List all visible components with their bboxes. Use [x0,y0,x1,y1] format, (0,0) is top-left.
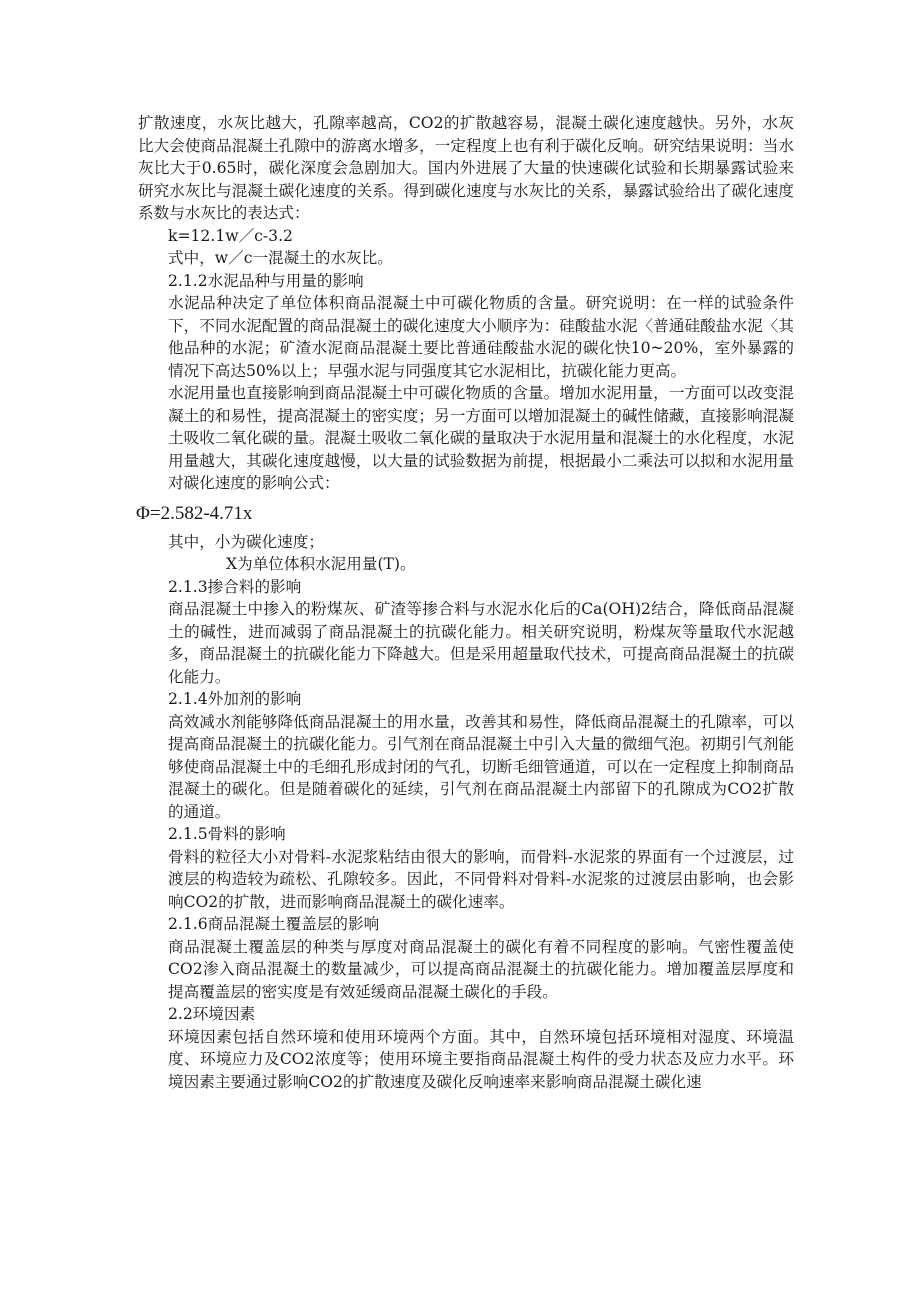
paragraph-cement-type: 水泥品种决定了单位体积商品混凝土中可碳化物质的含量。研究说明：在一样的试验条件下，不同水泥配置的商品混凝土的碳化速度大小顺序为：硅酸盐水泥〈普通硅酸盐水泥〈其他品种的水泥；矿渣水泥商品混凝土要比普通硅酸盐水泥的碳化快10~20%，室外暴露的情况下高达50%以上；早强水泥与同强度其它水泥相比，抗碳化能力更高。 [168,294,794,380]
section-heading-2-1-4: 2.1.4外加剂的影响 [168,690,302,708]
equation-note: 式中，w／c一混凝土的水灰比。 [168,249,393,267]
paragraph-environment: 环境因素包括自然环境和使用环境两个方面。其中，自然环境包括环境相对湿度、环境温度、环境应力及CO2浓度等；使用环境主要指商品混凝土构件的受力状态及应力水平。环境因素主要通过影响CO2的扩散速度及碳化反响速率来影响商品混凝土碳化速 [168,1027,794,1091]
paragraph-admixture: 商品混凝土中掺入的粉煤灰、矿渣等掺合料与水泥水化后的Ca(OH)2结合，降低商品混凝土的碱性，进而减弱了商品混凝土的抗碳化能力。相关研究说明，粉煤灰等量取代水泥越多，商品混凝土的抗碳化能力下降越大。但是采用超量取代技术，可提高商品混凝土的抗碳化能力。 [168,600,794,686]
formula-where-line-2: X为单位体积水泥用量(T)。 [226,555,416,573]
paragraph-aggregate: 骨料的粒径大小对骨料-水泥浆粘结由很大的影响，而骨料-水泥浆的界面有一个过渡层，过渡层的构造较为疏松、孔隙较多。因此，不同骨料对骨料-水泥浆的过渡层由影响，也会影响CO2的扩散，进而影响商品混凝土的碳化速率。 [168,847,794,911]
paragraph-cement-content: 水泥用量也直接影响到商品混凝土中可碳化物质的含量。增加水泥用量，一方面可以改变混凝土的和易性，提高混凝土的密实度；另一方面可以增加混凝土的碱性储藏，直接影响混凝土吸收二氧化碳的量。混凝土吸收二氧化碳的量取决于水泥用量和混凝土的水化程度，水泥用量越大，其碳化速度越慢，以大量的试验数据为前提，根据最小二乘法可以拟和水泥用量对碳化速度的影响公式： [168,384,794,492]
section-heading-2-2: 2.2环境因素 [168,1005,256,1023]
section-heading-2-1-3: 2.1.3掺合料的影响 [168,577,302,596]
paragraph-additive: 高效减水剂能够降低商品混凝土的用水量，改善其和易性，降低商品混凝土的孔隙率，可以提高商品混凝土的抗碳化能力。引气剂在商品混凝土中引入大量的微细气泡。初期引气剂能够使商品混凝土中的毛细孔形成封闭的气孔，切断毛细管通道，可以在一定程度上抑制商品混凝土的碳化。但是随着碳化的延续，引气剂在商品混凝土内部留下的孔隙成为CO2扩散的通道。 [168,712,794,821]
section-heading-2-1-6: 2.1.6商品混凝土覆盖层的影响 [168,915,380,933]
document-page [138,112,794,1093]
section-heading-2-1-2: 2.1.2水泥品种与用量的影响 [168,271,364,290]
cement-content-formula: Φ=2.582-4.71x [136,502,253,524]
formula-where-line-1: 其中，小为碳化速度； [168,532,324,551]
section-heading-2-1-5: 2.1.5骨料的影响 [168,825,286,843]
carbonation-rate-equation: k=12.1w／c-3.2 [168,226,293,245]
paragraph-cover-layer: 商品混凝土覆盖层的种类与厚度对商品混凝土的碳化有着不同程度的影响。气密性覆盖使CO2渗入商品混凝土的数量减少，可以提高商品混凝土的抗碳化能力。增加覆盖层厚度和提高覆盖层的密实度是有效延缓商品混凝土碳化的手段。 [168,937,794,1001]
paragraph-water-cement-ratio: 扩散速度，水灰比越大，孔隙率越高，CO2的扩散越容易，混凝土碳化速度越快。另外，水灰比大会使商品混凝土孔隙中的游离水增多，一定程度上也有利于碳化反响。研究结果说明：当水灰比大于0.65时，碳化深度会急剧加大。国内外进展了大量的快速碳化试验和长期暴露试验来研究水灰比与混凝土碳化速度的关系。得到碳化速度与水灰比的关系，暴露试验给出了碳化速度系数与水灰比的表达式： [138,114,794,222]
